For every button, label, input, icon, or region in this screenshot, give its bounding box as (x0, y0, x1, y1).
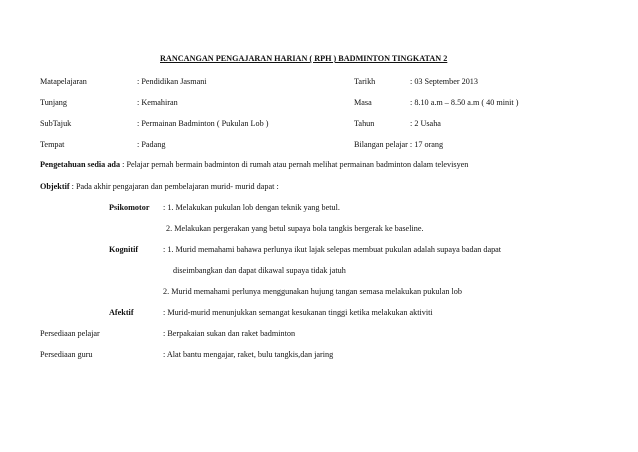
info-label-tarikh: Tarikh (354, 77, 376, 86)
document-title: RANCANGAN PENGAJARAN HARIAN ( RPH ) BADMINTON TINGKATAN 2 (160, 54, 448, 63)
info-value-tarikh: : 03 September 2013 (410, 77, 478, 86)
info-label-subtajuk: SubTajuk (40, 119, 72, 128)
info-label-tahun: Tahun (354, 119, 375, 128)
info-value-masa: : 8.10 a.m – 8.50 a.m ( 40 minit ) (410, 98, 519, 107)
afektif-label: Afektif (109, 308, 134, 317)
info-value-subtajuk: : Permainan Badminton ( Pukulan Lob ) (137, 119, 269, 128)
psikomotor-item-2: 2. Melakukan pergerakan yang betul supaya bola tangkis bergerak ke baseline. (166, 224, 424, 233)
kognitif-item-2: 2. Murid memahami perlunya menggunakan hujung tangan semasa melakukan pukulan lob (163, 287, 462, 296)
psikomotor-label: Psikomotor (109, 203, 150, 212)
pengetahuan-text: : Pelajar pernah bermain badminton di rumah atau pernah melihat permainan badminton dalam televisyen (120, 160, 469, 169)
info-label-matapelajaran: Matapelajaran (40, 77, 87, 86)
psikomotor-item-1: : 1. Melakukan pukulan lob dengan teknik yang betul. (163, 203, 340, 212)
info-value-tahun: : 2 Usaha (410, 119, 441, 128)
kognitif-item-1-continued: diseimbangkan dan dapat dikawal supaya tidak jatuh (173, 266, 346, 275)
persediaan-pelajar-value: : Berpakaian sukan dan raket badminton (163, 329, 296, 338)
persediaan-guru-label: Persediaan guru (40, 350, 93, 359)
info-value-tempat: : Padang (137, 140, 166, 149)
afektif-item-1: : Murid-murid menunjukkan semangat kesukanan tinggi ketika melakukan aktiviti (163, 308, 433, 317)
info-label-tempat: Tempat (40, 140, 65, 149)
info-value-tunjang: : Kemahiran (137, 98, 178, 107)
persediaan-guru-value: : Alat bantu mengajar, raket, bulu tangkis,dan jaring (163, 350, 334, 359)
persediaan-pelajar-label: Persediaan pelajar (40, 329, 100, 338)
pengetahuan-label: Pengetahuan sedia ada (40, 160, 121, 169)
objektif-line (40, 182, 279, 192)
kognitif-label: Kognitif (109, 245, 139, 254)
pengetahuan-line (40, 160, 468, 170)
info-value-matapelajaran: : Pendidikan Jasmani (137, 77, 207, 86)
info-label-bilangan-pelajar: Bilangan pelajar : 17 orang (354, 140, 444, 149)
info-label-tunjang: Tunjang (40, 98, 67, 107)
info-label-masa: Masa (354, 98, 372, 107)
objektif-text: : Pada akhir pengajaran dan pembelajaran murid- murid dapat : (69, 182, 279, 191)
objektif-label: Objektif (40, 182, 70, 191)
kognitif-item-1: : 1. Murid memahami bahawa perlunya ikut lajak selepas membuat pukulan adalah supaya badan dapat (163, 245, 502, 254)
